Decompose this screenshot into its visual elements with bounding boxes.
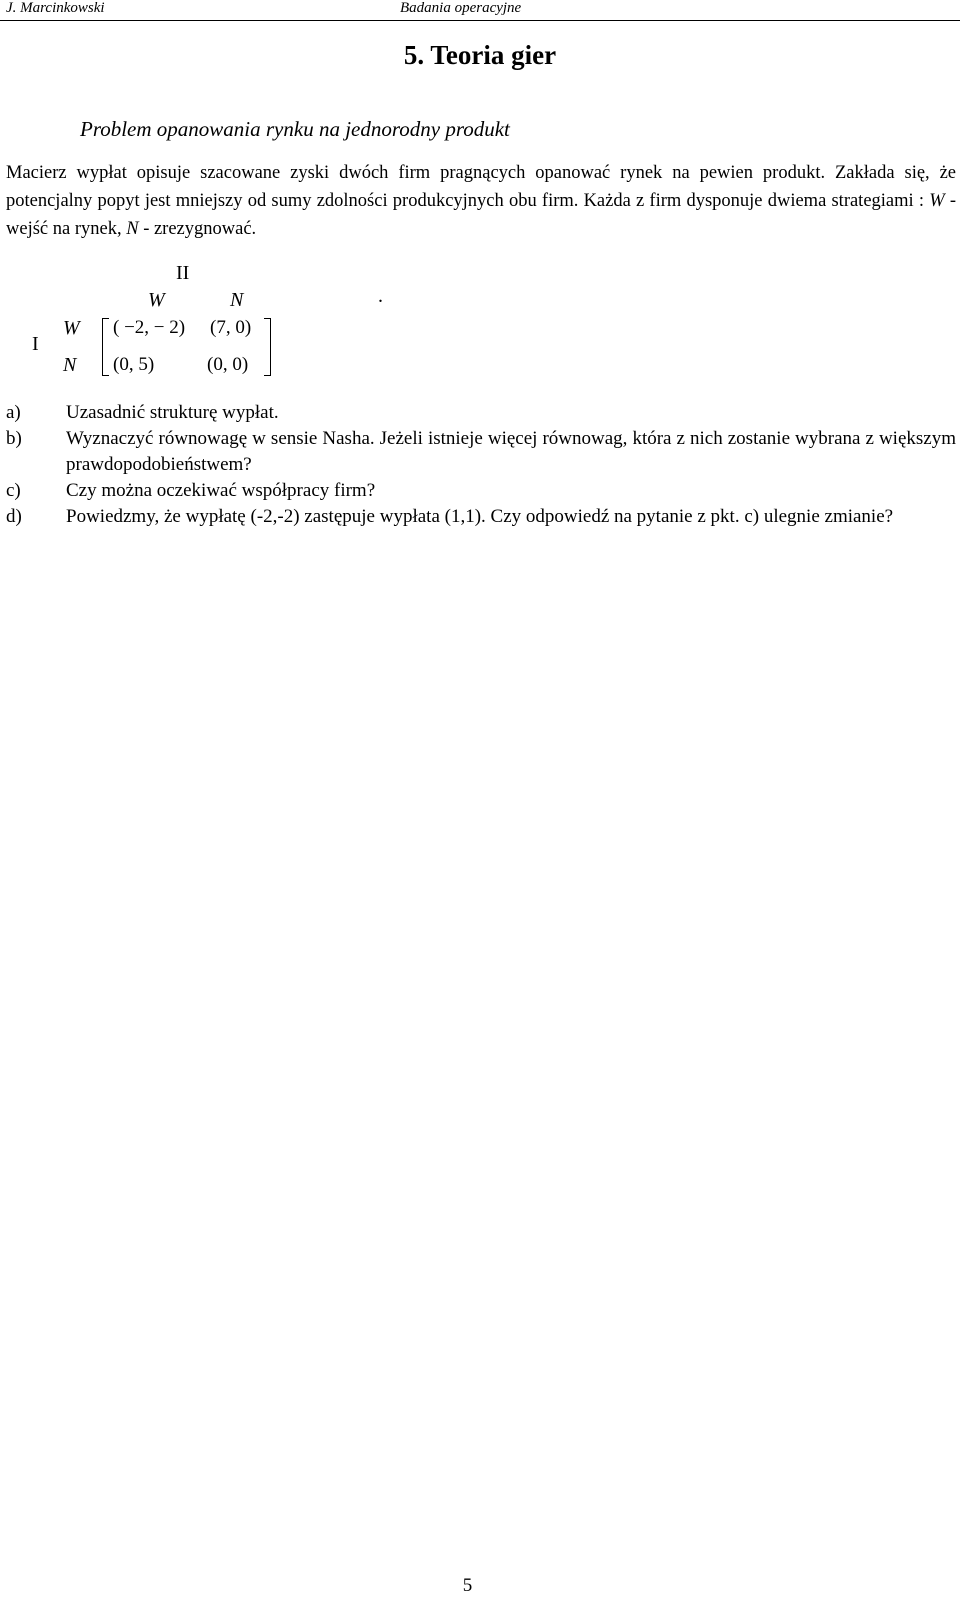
- question-marker: c): [6, 480, 21, 501]
- question-item: [6, 426, 956, 478]
- question-text: Uzasadnić strukturę wypłat.: [66, 402, 279, 423]
- matrix-trailing-dot: .: [378, 285, 383, 307]
- matrix-right-bracket: [264, 318, 271, 376]
- question-text: Czy można oczekiwać współpracy firm?: [66, 480, 376, 501]
- question-list: [6, 400, 956, 530]
- question-item: [6, 478, 956, 504]
- matrix-col-label-w: W: [148, 289, 165, 311]
- matrix-cell-w-n: (7, 0): [210, 317, 252, 338]
- matrix-cell-n-w: (0, 5): [113, 354, 155, 375]
- matrix-cell-n-n: (0, 0): [207, 354, 249, 375]
- intro-text-1: Macierz wypłat opisuje szacowane zyski dwóch firm pragnących opanować rynek na pewien produkt. Zakłada się, że potencjalny popyt jest mniejszy od sumy zdolności produkcyjnych obu firm. Każda z firm dysponuje dwiema strategiami :: [6, 163, 956, 211]
- matrix-row-label-n: N: [63, 354, 77, 376]
- header-author: J. Marcinkowski: [6, 0, 105, 16]
- matrix-left-bracket: [102, 318, 109, 376]
- question-marker: b): [6, 428, 22, 449]
- intro-text-2: - wejść na rynek,: [6, 191, 956, 239]
- question-text: Wyznaczyć równowagę w sensie Nasha. Jeżeli istnieje więcej równowag, która z nich zostanie wybrana z większym prawdopodobieństwem?: [66, 428, 956, 475]
- matrix-col-player: II: [176, 262, 190, 284]
- question-text: Powiedzmy, że wypłatę (-2,-2) zastępuje wypłata (1,1). Czy odpowiedź na pytanie z pkt. c) ulegnie zmianie?: [66, 506, 894, 527]
- question-marker: d): [6, 506, 22, 527]
- header-course: Badania operacyjne: [400, 0, 522, 16]
- question-item: [6, 400, 956, 426]
- intro-var-w: W: [929, 191, 945, 211]
- question-marker: a): [6, 402, 21, 423]
- header-rule: [0, 20, 960, 21]
- page-title: 5. Teoria gier: [403, 40, 557, 70]
- intro-paragraph: [6, 159, 956, 243]
- intro-text-3: - zrezygnować.: [138, 219, 257, 239]
- matrix-row-player: I: [32, 333, 39, 355]
- matrix-col-label-n: N: [230, 289, 244, 311]
- page-title-wrap: [0, 40, 960, 71]
- question-item: [6, 504, 956, 530]
- section-subtitle: Problem opanowania rynku na jednorodny produkt: [80, 117, 510, 141]
- intro-var-n: N: [126, 219, 139, 239]
- page-number: 5: [462, 1575, 473, 1596]
- matrix-cell-w-w: ( −2, − 2): [113, 317, 186, 338]
- matrix-row-label-w: W: [63, 317, 80, 339]
